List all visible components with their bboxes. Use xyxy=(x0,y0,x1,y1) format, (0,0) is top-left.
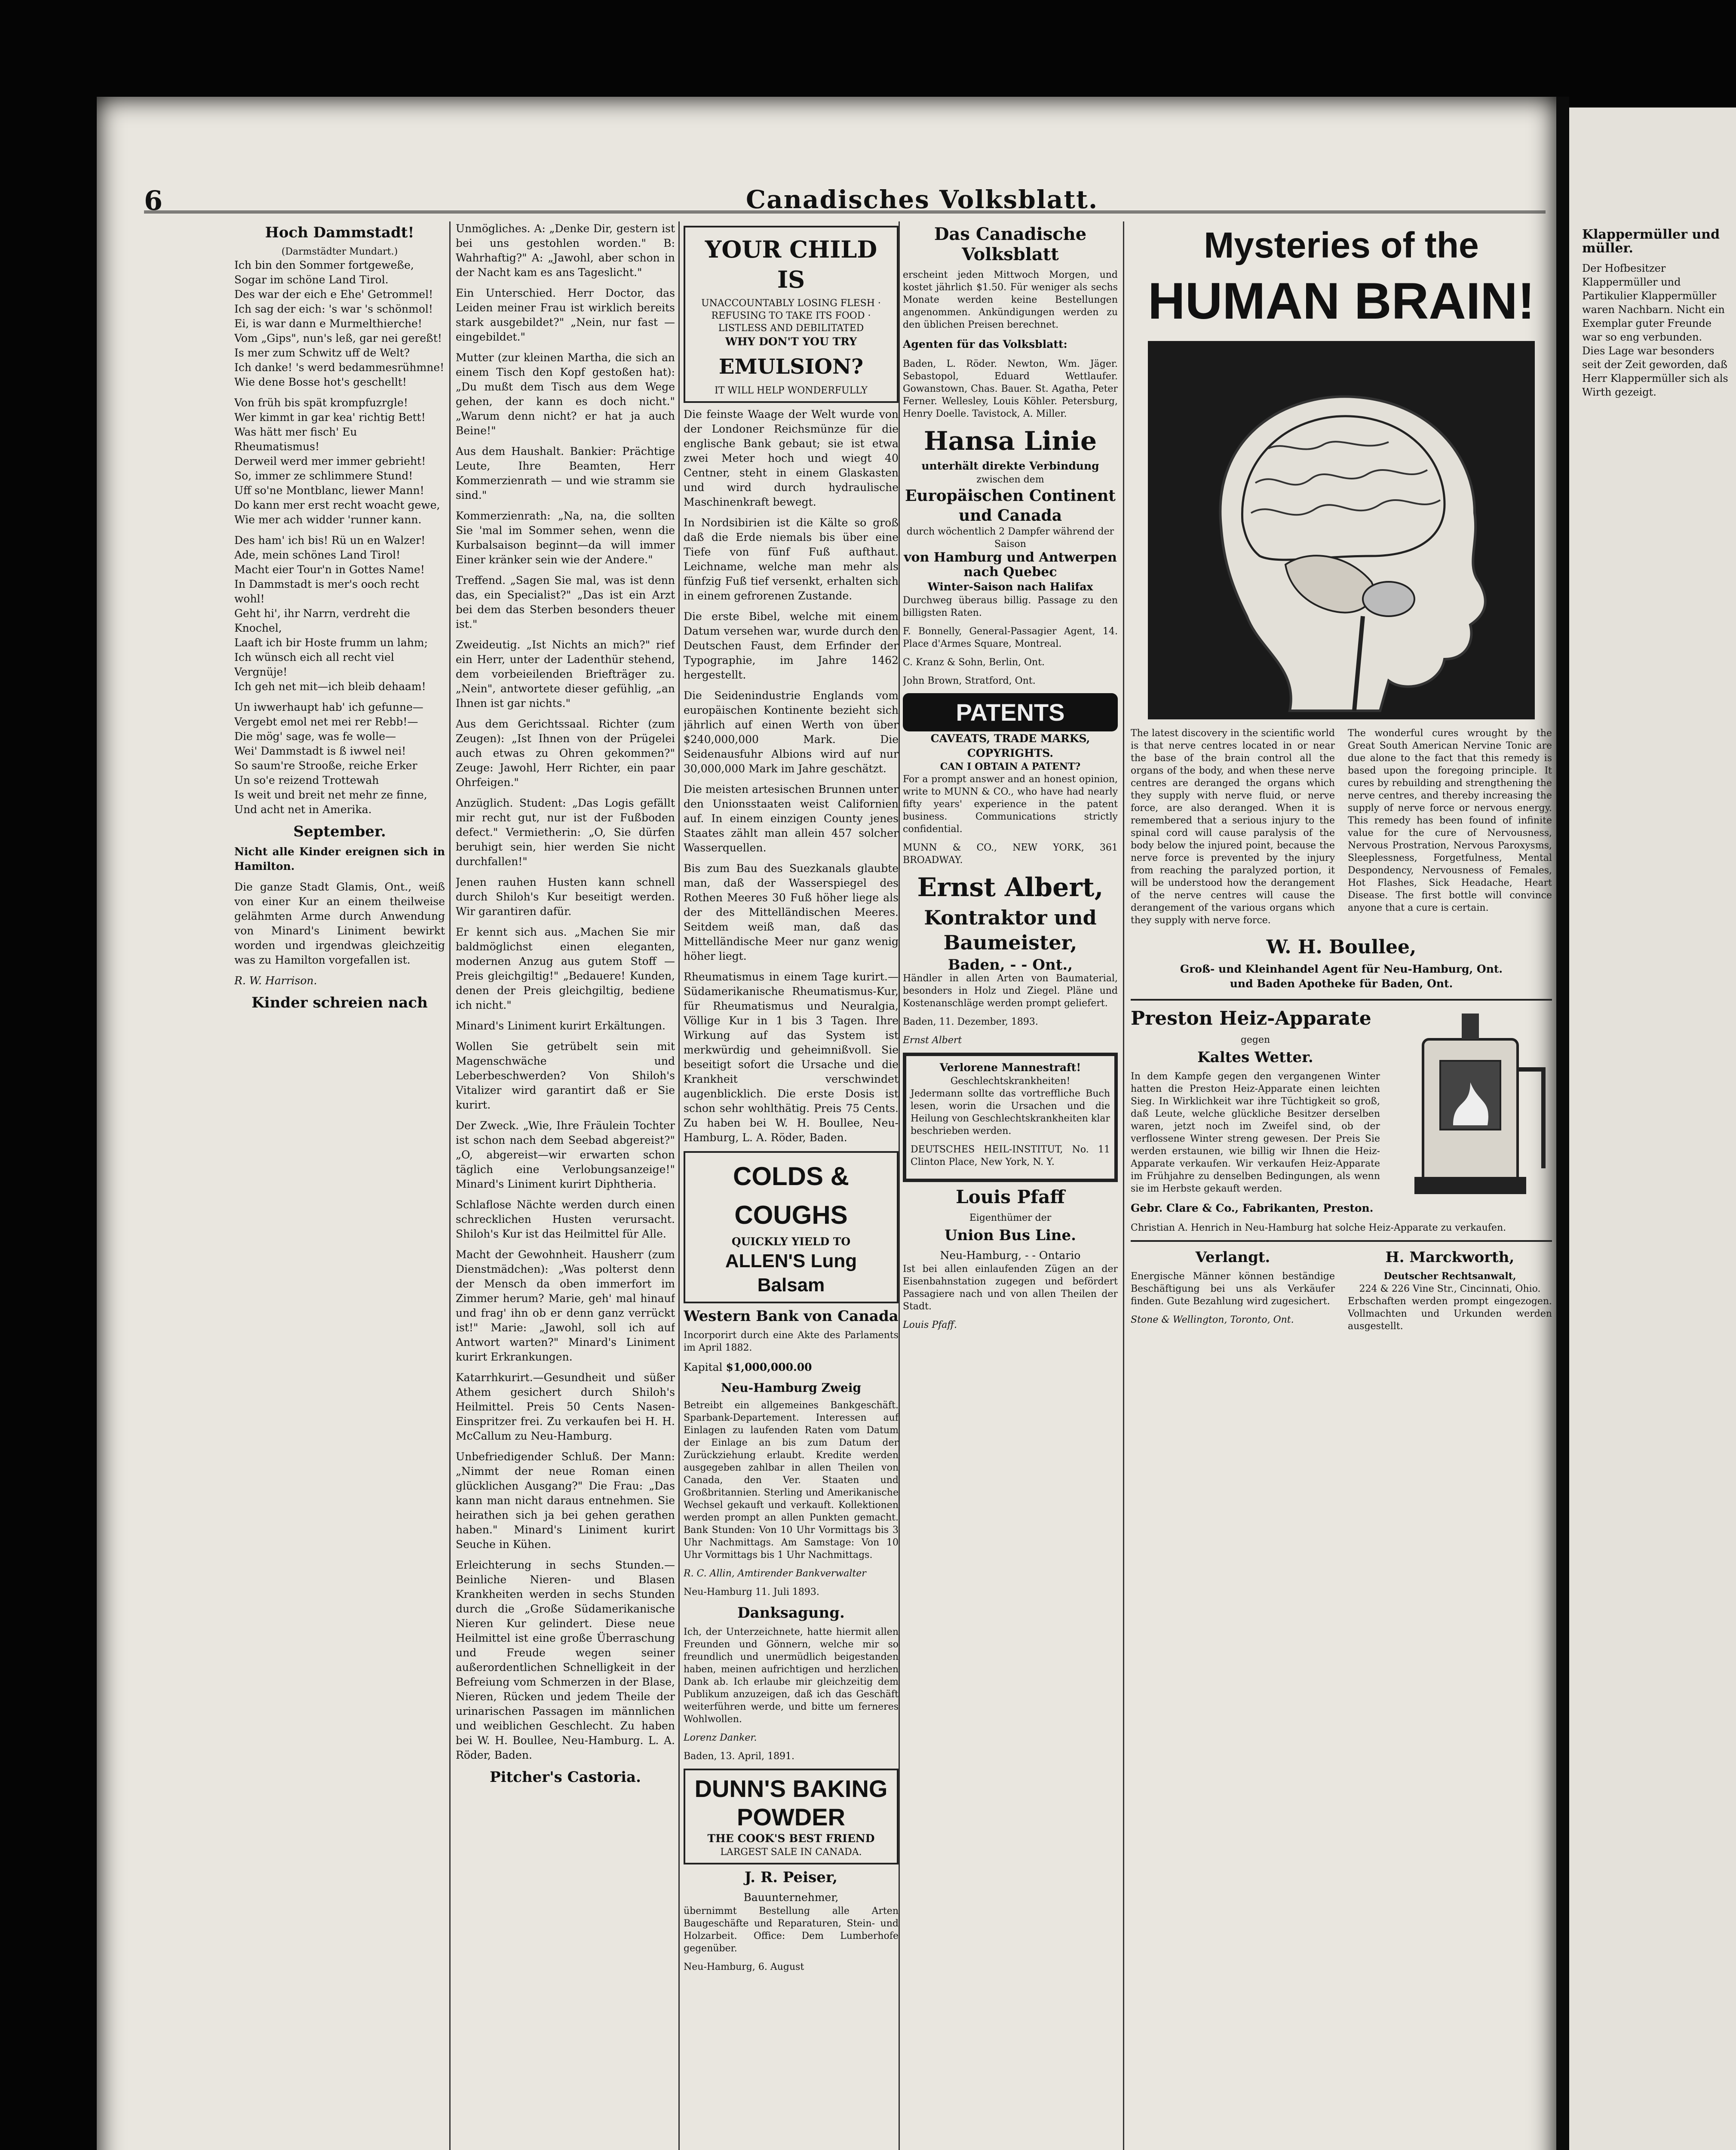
bank-title: Western Bank von Canada xyxy=(684,1308,899,1325)
poem-body xyxy=(234,258,445,817)
preston-gegen: gegen xyxy=(1240,1035,1270,1045)
anecdote: Schlaflose Nächte werden durch einen schrecklichen Husten verursacht. Shiloh's Kur ist das Heilmittel für Alle. xyxy=(456,1198,675,1240)
thanks-signature: Lorenz Danker. xyxy=(684,1732,757,1743)
adjacent-page-text: Der Hofbesitzer Klappermüller und Partikulier Klappermüller waren Nachbarn. Nicht ein Exemplar guter Freunde war so eng verbunden. Dies Lage war besonders seit der Zeit geworden, daß Herr Klappermüller sich als Wirth gezeigt. xyxy=(1582,262,1728,398)
poem-stanza: Des ham' ich bis! Rü un en Walzer! Ade, mein schönes Land Tirol! Macht eier Tour'n in Gottes Name! In Dammstadt is mer's ooch recht wohl! Geht hi', ihr Narrn, verdreht die Knochel, Laaft ich bir Hoste frumm un lahm; Ich wünsch eich all recht viel Vergnüje! Ich geh net mit—ich bleib dehaam! xyxy=(234,534,428,693)
thanks-text: Ich, der Unterzeichnete, hatte hiermit allen Freunden und Gönnern, welche mir so freundlich und unermüdlich beigestanden haben, meinen aufrichtigen und herzlichen Dank ab. Ich erlaube mir gleichzeitig dem Publikum anzuzeigen, daß ich das Geschäft weiterführen werde, und bitte um ferneres Wohlwollen. xyxy=(684,1627,899,1725)
peiser-sub: Bauunternehmer, xyxy=(743,1891,839,1904)
emulsion-ad-sub: UNACCOUNTABLY LOSING FLESH · REFUSING TO TAKE ITS FOOD · LISTLESS AND DEBILITATED xyxy=(701,298,881,334)
heater-illustration xyxy=(1389,1005,1552,1203)
patents-sub: CAVEATS, TRADE MARKS, COPYRIGHTS. xyxy=(930,732,1090,759)
anecdote: Der Zweck. „Wie, Ihre Fräulein Tochter ist schon nach dem Seebad abgereist?" „O, abgereist—wir erwarten schon täglich eine Verlobungsanzeige!" Minard's Liniment kurirt Diphtheria. xyxy=(456,1119,675,1190)
column-rule xyxy=(899,221,900,2150)
anecdote: Aus dem Haushalt. Bankier: Prächtige Leute, Ihre Beamten, Herr Kommerzienrath — und wie stramm sie sind." xyxy=(456,445,675,501)
column-anecdotes xyxy=(456,221,675,2150)
hansa-title: Hansa Linie xyxy=(923,426,1097,456)
anecdote: Ein Unterschied. Herr Doctor, das Leiden meiner Frau ist wirklich bereits stark ausgebildet?" „Nein, nur fast — eingebildet." xyxy=(456,287,675,343)
marckworth-ad xyxy=(1348,1246,1552,1339)
fact-paragraph: Die erste Bibel, welche mit einem Datum versehen war, wurde durch den Deutschen Faust, dem Erfinder der Typographie, im Jahre 1462 hergestellt. xyxy=(684,610,899,681)
pfaff-sub: Eigenthümer der xyxy=(969,1213,1052,1223)
anecdote: Unbefriedigender Schluß. Der Mann: „Nimmt der neue Roman einen glücklichen Ausgang?" Die Frau: „Das kann man nicht daraus entnehmen. Sie heirathen sich ja bei gehen gerathen haben." Minard's Liniment kurirt Seuche in Kühen. xyxy=(456,1450,675,1551)
emulsion-ad-brand: EMULSION? xyxy=(718,355,864,379)
lost-ad-title: Verlorene Mannestraft! xyxy=(939,1061,1081,1074)
agents-list: Baden, L. Röder. Newton, Wm. Jäger. Sebastopol, Eduard Wettlaufer. Gowanstown, Chas. Bauer. St. Agatha, Peter Ferner. Wellesley, Louis Köhler. Petersburg, Henry Doelle. Tavistock, A. Miller. xyxy=(903,359,1118,419)
brain-ad-headline: HUMAN BRAIN! xyxy=(1148,272,1535,330)
anecdote: Aus dem Gerichtssaal. Richter (zum Zeugen): „Ist Ihnen von der Prügelei auch etwas zu Ohren gekommen?" Zeuge: Jawohl, Herr Richter, ein paar Ohrfeigen." xyxy=(456,718,675,789)
hansa-text: durch wöchentlich 2 Dampfer während der Saison xyxy=(906,526,1114,550)
fact-paragraph: Die feinste Waage der Welt wurde von der Londoner Reichsmünze für die englische Bank gebaut; sie ist etwa zwei Meter hoch und wiegt 40 Centner, steht in einem Glaskasten und wird durch hydraulische Maschinenkraft bewegt. xyxy=(684,408,899,508)
peiser-text: übernimmt Bestellung alle Arten Baugeschäfte und Reparaturen, Stein- und Holzarbeit. Office: Dem Lumberhofe gegenüber. xyxy=(684,1906,899,1954)
marckworth-sub: Deutscher Rechtsanwalt, xyxy=(1383,1271,1516,1282)
poem-subtitle: (Darmstädter Mundart.) xyxy=(281,246,398,257)
anecdote: Mutter (zur kleinen Martha, die sich an einem Tisch den Kopf gestoßen hat): „Du mußt dem Tisch aus dem Wege gehen, der kann es doch nicht." „Warum denn nicht? er hat ja auch Beine!" xyxy=(456,351,675,437)
fact-paragraph: Die meisten artesischen Brunnen unter den Unionsstaaten weist Californien auf. In einem einzigen County jenes Staates zählt man allein 457 solcher Wasserquellen. xyxy=(684,783,899,854)
bank-text: Betreibt ein allgemeines Bankgeschäft. Sparbank-Departement. Interessen auf Einlagen zu laufenden Raten vom Datum der Einlage an bis zum Datum der Zurückziehung erlaubt. Kredite werden ausgegeben zahlbar in allen Theilen von Canada, den Ver. Staaten und Großbritannien. Sterling und Amerikanische Wechsel gekauft und verkauft. Kollektionen werden prompt an allen Punkten gemacht. Bank Stunden: Von 10 Uhr Vormittags bis 3 Uhr Nachmittags. Am Samstage: Von 10 Uhr Vormittags bis 1 Uhr Nachmittags. xyxy=(684,1400,899,1560)
pfaff-signature: Louis Pfaff. xyxy=(903,1320,957,1330)
albert-text: Händler in allen Arten von Baumaterial, besonders in Holz und Ziegel. Pläne und Kostenanschläge werden prompt geliefert. xyxy=(903,973,1118,1009)
poem-stanza: Un iwwerhaupt hab' ich gefunne— Vergebt emol net mei rer Rebb!— Die mög' sage, was fe wolle— Wei' Dammstadt is ß iwwel nei! So saum're Strooße, reiche Erker Un so'e reizend Trottewah Is weit und breit net mehr ze finne, Und acht net in Amerika. xyxy=(234,701,427,816)
anecdote: Treffend. „Sagen Sie mal, was ist denn das, ein Specialist?" „Das ist ein Arzt bei dem das Sterben besonders theuer ist." xyxy=(456,574,675,630)
fact-paragraph: In Nordsibirien ist die Kälte so groß daß die Erde niemals bis über eine Tiefe von fünf Fuß aufthaut. Leichname, welche man mehr als fünfzig Fuß tief versenkt, erhalten sich in einem gefrorenen Zustande. xyxy=(684,516,899,602)
albert-trade: Kontraktor und Baumeister, xyxy=(924,906,1097,954)
bank-capital-value: $1,000,000.00 xyxy=(726,1361,812,1373)
fact-paragraph: Die Seidenindustrie Englands vom europäischen Kontinente bezieht sich jährlich auf einen Werth von über $240,000,000 Mark. Die Seidenausfuhr Albions wird auf nur 30,000,000 Mark im Jahre geschätzt. xyxy=(684,689,899,775)
patents-address: MUNN & CO., NEW YORK, 361 BROADWAY. xyxy=(903,842,1118,866)
page-number: 6 xyxy=(144,185,163,216)
hansa-agent: F. Bonnelly, General-Passagier Agent, 14. Place d'Armes Square, Montreal. xyxy=(903,626,1118,649)
wanted-text: Energische Männer können beständige Beschäftigung bei uns als Verkäufer finden. Gute Bezahlung wird zugesichert. xyxy=(1131,1271,1335,1307)
column-brain-ad xyxy=(1131,221,1552,2150)
emulsion-ad-question: WHY DON'T YOU TRY xyxy=(725,335,857,348)
masthead: Canadisches Volksblatt. xyxy=(746,185,1098,214)
preston-title: Preston Heiz-Apparate xyxy=(1131,1007,1371,1029)
column-misc xyxy=(684,221,899,2150)
patents-question: CAN I OBTAIN A PATENT? xyxy=(940,761,1081,772)
peiser-place: Neu-Hamburg, 6. August xyxy=(684,1962,804,1972)
peiser-title: J. R. Peiser, xyxy=(744,1869,838,1886)
anecdote: Er kennt sich aus. „Machen Sie mir baldmöglichst einen eleganten, modernen Anzug aus gutem Stoff — Preis gleichgiltig!" „Bedauere! Kunden, denen der Preis gleichgiltig, bediene ich nicht." xyxy=(456,926,675,1011)
bank-branch: Neu-Hamburg Zweig xyxy=(721,1381,862,1395)
anecdote: Anzüglich. Student: „Das Logis gefällt mir recht gut, nur ist der Fußboden defect." Vermietherin: „O, Sie dürfen beruhigt sein, hier werden Sie nicht durchfallen!" xyxy=(456,797,675,868)
preston-text: In dem Kampfe gegen den vergangenen Winter hatten die Preston Heiz-Apparate einen leichten Sieg. In Wirklichkeit war ihre Tüchtigkeit so groß, daß Leute, welche glückliche Besitzer derselben waren, jetzt noch im Zweifel sind, ob der verflossene Winter streng gewesen. Der Preis Sie werden erstaunen, wie billig wir Ihnen die Heiz-Apparate verkaufen. Wir verkaufen Heiz-Apparate im Frühjahre zu denselben Bedingungen, als wenn sie im Herbste gekauft werden. xyxy=(1131,1071,1380,1194)
preston-subtitle: Kaltes Wetter. xyxy=(1197,1049,1313,1066)
column-rule xyxy=(678,221,680,2150)
dunns-ad-title: DUNN'S BAKING POWDER xyxy=(694,1775,888,1831)
pfaff-line: Union Bus Line. xyxy=(945,1227,1076,1244)
column-ads xyxy=(903,221,1118,2150)
column-rule xyxy=(1123,221,1124,2150)
poem-stanza: Ich bin den Sommer fortgeweße, Sogar im schöne Land Tirol. Des war der eich e Ehe' Getrommel! Ich sag der eich: 's war 's schönmol! Ei, is war dann e Murmelthierche! Vom „Gips", nun's leß, gar nei gereßt! Is mer zum Schwitz uff de Welt? Ich danke! 's werd bedammesrühmne! Wie dene Bosse hot's geschellt! xyxy=(234,259,445,388)
anecdote: Erleichterung in sechs Stunden.—Beinliche Nieren- und Blasen Krankheiten werden in sechs Stunden durch die „Große Südamerikanische Nieren Kur gelindert. Diese neue Heilmittel ist eine große Überraschung und Freude wegen seiner außerordentlichen Schnelligkeit in der Befreiung vom Schmerzen in der Blase, Nieren, Rücken und jedem Theile der urinarischen Passagen im männlichen und weiblichen Geschlecht. Zu haben bei W. H. Boullee, Neu-Hamburg. L. A. Röder, Baden. xyxy=(456,1559,675,1761)
column-footer: Pitcher's Castoria. xyxy=(490,1769,641,1786)
anecdote: Macht der Gewohnheit. Hausherr (zum Dienstmädchen): „Was polterst denn der Mensch da oben immerfort im Zimmer herum? Marie, geh' mal hinauf und frag' ihn ob er denn ganz verrückt ist!" Marie: „Jawohl, soll ich auf Antwort warten?" Minard's Liniment kurirt Erkrankungen. xyxy=(456,1248,675,1363)
pfaff-text: Ist bei allen einlaufenden Zügen an der Eisenbahnstation zugegen und befördert Passagiere nach und von allen Theilen der Stadt. xyxy=(903,1264,1118,1312)
notice-heading: Nicht alle Kinder ereignen sich in Hamilton. xyxy=(234,845,445,872)
adjacent-page-column xyxy=(1582,228,1728,399)
albert-signature: Ernst Albert xyxy=(903,1035,962,1046)
marckworth-address: 224 & 226 Vine Str., Cincinnati, Ohio. xyxy=(1359,1284,1541,1294)
column-footer: Kinder schreien nach xyxy=(252,994,428,1011)
anecdote: Wollen Sie getrübelt sein mit Magenschwäche und Leberbeschwerden? Von Shiloh's Vitalizer wird garantirt daß er Sie kurirt. xyxy=(456,1040,675,1111)
dunns-ad-small: LARGEST SALE IN CANADA. xyxy=(720,1847,862,1858)
hansa-agent: John Brown, Stratford, Ont. xyxy=(903,676,1036,686)
bank-signature: R. C. Allin, Amtirender Bankverwalter xyxy=(684,1568,866,1579)
patents-text: For a prompt answer and an honest opinion, write to MUNN & CO., who have had nearly fifty years' experience in the patent business. Communications strictly confidential. xyxy=(903,774,1118,835)
marckworth-title: H. Marckworth, xyxy=(1385,1249,1515,1266)
hansa-agent: C. Kranz & Sohn, Berlin, Ont. xyxy=(903,657,1045,668)
brain-signature: W. H. Boullee, xyxy=(1266,936,1417,958)
hansa-winter: Winter-Saison nach Halifax xyxy=(927,580,1093,593)
dunns-ad xyxy=(684,1769,899,1864)
brain-agent: und Baden Apotheke für Baden, Ont. xyxy=(1230,977,1453,990)
hansa-places: Europäischen Continent und Canada xyxy=(905,487,1116,525)
preston-ad xyxy=(1131,999,1552,1234)
pfaff-place: Neu-Hamburg, - - Ontario xyxy=(940,1249,1081,1262)
lost-ad xyxy=(903,1053,1118,1182)
albert-date: Baden, 11. Dezember, 1893. xyxy=(903,1017,1038,1027)
fact-paragraph: Bis zum Bau des Suezkanals glaubte man, daß der Wasserspiegel des Rothen Meeres 30 Fuß höher liege als der des Mittelländischen Meeres. Seitdem weiß man, daß das Mittelländische Meer nur ganz wenig höher liegt. xyxy=(684,862,899,962)
anecdote: Jenen rauhen Husten kann schnell durch Shiloh's Kur beseitigt werden. Wir garantiren dafür. xyxy=(456,876,675,918)
anecdote: Kommerzienrath: „Na, na, die sollten Sie 'mal im Sommer sehen, wenn die Kurbalsaison beginnt—da will immer Einer kränker sein wie der Andere." xyxy=(456,510,675,566)
colds-ad xyxy=(684,1151,899,1303)
brain-text-right: The wonderful cures wrought by the Great South American Nervine Tonic are due alone to the fact that this remedy is based upon the foregoing principle. It cures by rebuilding and strengthening the nerve centres, and thereby increasing the supply of nerve force or nervous energy. This remedy has been found of infinite value for the cure of Nervousness, Nervous Prostration, Nervous Paroxysms, Sleeplessness, Forgetfulness, Mental Despondency, Nervousness of Females, Hot Flashes, Sick Headache, Heart Disease. The first bottle will convince anyone that a cure is certain. xyxy=(1348,728,1552,913)
pfaff-name: Louis Pfaff xyxy=(956,1186,1065,1207)
anecdote: Unmögliches. A: „Denke Dir, gestern ist bei uns gestohlen worden." B: Wahrhaftig?" A: „Jawohl, aber schon in der Nacht kam es ans Tageslicht." xyxy=(456,222,675,279)
emulsion-ad-title: YOUR CHILD IS xyxy=(705,236,877,293)
adjacent-page-title: Klappermüller und müller. xyxy=(1582,227,1720,256)
section-heading: September. xyxy=(293,823,386,840)
brain-agent: Groß- und Kleinhandel Agent für Neu-Hamburg, Ont. xyxy=(1180,963,1503,975)
thanks-title: Danksagung. xyxy=(737,1604,845,1622)
brain-text-left: The latest discovery in the scientific world is that nerve centres located in or near the base of the brain control all the organs of the body, and when these nerve centres are deranged the organs which they supply with nerve fluid, or nerve force, are also deranged. When it is remembered that a serious injury to the spinal cord will cause paralysis of the body below the injured point, because the nerve force is prevented by the injury from reaching the paralyzed portion, it will be understood how the derangement of the nerve centres will cause the derangement of the various organs which they supply with nerve force. xyxy=(1131,728,1335,926)
patents-title: PATENTS xyxy=(903,693,1118,731)
hansa-ports: von Hamburg und Antwerpen nach Quebec xyxy=(904,550,1117,580)
brain-illustration xyxy=(1148,341,1535,719)
column-rule xyxy=(449,221,451,2150)
column-poem xyxy=(234,221,445,2150)
fact-paragraph: Rheumatismus in einem Tage kurirt.—Südamerikanische Rheumatismus-Kur, für Rheumatismus und Neuralgia, Völlige Kur in 1 bis 3 Tagen. Ihre Wirkung auf das System ist merkwürdig und geheimnißvoll. Sie beseitigt sofort die Ursache und die Krankheit verschwindet augenblicklich. Die erste Dosis ist schon sehr wohlthätig. Preis 75 Cents. Zu haben bei W. H. Boullee, Neu-Hamburg, L. A. Röder, Baden. xyxy=(684,971,899,1144)
thanks-date: Baden, 13. April, 1891. xyxy=(684,1751,795,1762)
hansa-sub: unterhält direkte Verbindung xyxy=(921,460,1099,472)
bank-capital-label: Kapital xyxy=(684,1361,723,1373)
page-header xyxy=(144,185,1546,216)
bank-subtitle: Incorporirt durch eine Akte des Parlaments im April 1882. xyxy=(684,1330,899,1353)
anecdote: Minard's Liniment kurirt Erkältungen. xyxy=(456,1020,666,1032)
page-gutter xyxy=(1556,97,1569,2150)
agents-title: Agenten für das Volksblatt: xyxy=(903,338,1067,350)
bank-date: Neu-Hamburg 11. Juli 1893. xyxy=(684,1587,819,1597)
emulsion-ad xyxy=(684,226,899,403)
colds-ad-title: COLDS & COUGHS xyxy=(733,1162,849,1229)
lost-ad-address: DEUTSCHES HEIL-INSTITUT, No. 11 Clinton Place, New York, N. Y. xyxy=(911,1144,1110,1167)
poem-stanza: Von früh bis spät krompfuzrgle! Wer kimmt in gar kea' richtig Bett! Was hätt mer fisch' Eu Rheumatismus! Derweil werd mer immer gebrieht! So, immer ze schlimmere Stund! Uff so'ne Montblanc, liewer Mann! Do kann mer erst recht woacht gewe, Wie mer ach widder 'runner kann. xyxy=(234,396,440,526)
anecdote: Katarrhkurirt.—Gesundheit und süßer Athem gesichert durch Shiloh's Heilmittel. Preis 50 Cents Nasen-Einspritzer frei. Zu verkaufen bei H. H. McCallum zu Neu-Hamburg. xyxy=(456,1371,675,1442)
emulsion-ad-tagline: IT WILL HELP WONDERFULLY xyxy=(715,385,868,396)
poem-title: Hoch Dammstadt! xyxy=(265,224,414,241)
dunns-ad-sub: THE COOK'S BEST FRIEND xyxy=(707,1832,875,1845)
bank-capital xyxy=(684,1360,899,1375)
brain-ad-title: Mysteries of the xyxy=(1204,225,1479,265)
lost-ad-sub: Geschlechtskrankheiten! xyxy=(950,1076,1070,1087)
notice-text: Die ganze Stadt Glamis, Ont., weiß von einer Kur an einem theilweise gelähmten Arme durch Anwendung von Minard's Liniment bewirkt worden und irgendwas gleichzeitig was zu Hamilton vorgefallen ist. xyxy=(234,881,445,966)
adjacent-page xyxy=(1569,108,1736,2150)
hansa-small: Durchweg überaus billig. Passage zu den billigsten Raten. xyxy=(903,595,1118,618)
volksblatt-masthead: Das Canadische Volksblatt xyxy=(934,224,1087,264)
wanted-title: Verlangt. xyxy=(1195,1249,1270,1266)
marckworth-text: Erbschaften werden prompt eingezogen. Vollmachten und Urkunden werden ausgestellt. xyxy=(1348,1296,1552,1332)
bottom-ads xyxy=(1131,1240,1552,1339)
wanted-ad xyxy=(1131,1246,1335,1339)
colds-ad-brand: ALLEN'S Lung Balsam xyxy=(725,1250,857,1296)
anecdote: Zweideutig. „Ist Nichts an mich?" rief ein Herr, unter der Ladenthür stehend, dem vorbeieilenden Briefträger zu. „Nein", antwortete dieser gefühlig, „an Ihnen ist gar nichts." xyxy=(456,639,675,710)
preston-firm: Gebr. Clare & Co., Fabrikanten, Preston. xyxy=(1131,1202,1374,1214)
notice-signature: R. W. Harrison. xyxy=(234,974,317,987)
colds-ad-sub: QUICKLY YIELD TO xyxy=(731,1235,851,1248)
preston-agent: Christian A. Henrich in Neu-Hamburg hat solche Heiz-Apparate zu verkaufen. xyxy=(1131,1222,1506,1233)
albert-name: Ernst Albert, xyxy=(917,872,1104,903)
albert-place: Baden, - - Ont., xyxy=(948,956,1073,974)
wanted-firm: Stone & Wellington, Toronto, Ont. xyxy=(1131,1315,1294,1325)
lost-ad-text: Jedermann sollte das vortreffliche Buch lesen, worin die Ursachen und die Heilung von Geschlechtskrankheiten klar beschrieben werden. xyxy=(911,1088,1110,1136)
hansa-between: zwischen dem xyxy=(976,474,1044,485)
brain-ad-body xyxy=(1131,727,1552,933)
volksblatt-info: erscheint jeden Mittwoch Morgen, und kostet jährlich $1.50. Für weniger als sechs Monate werden keine Bestellungen angenommen. Ankündigungen werden zu den üblichen Preisen berechnet. xyxy=(903,270,1118,330)
